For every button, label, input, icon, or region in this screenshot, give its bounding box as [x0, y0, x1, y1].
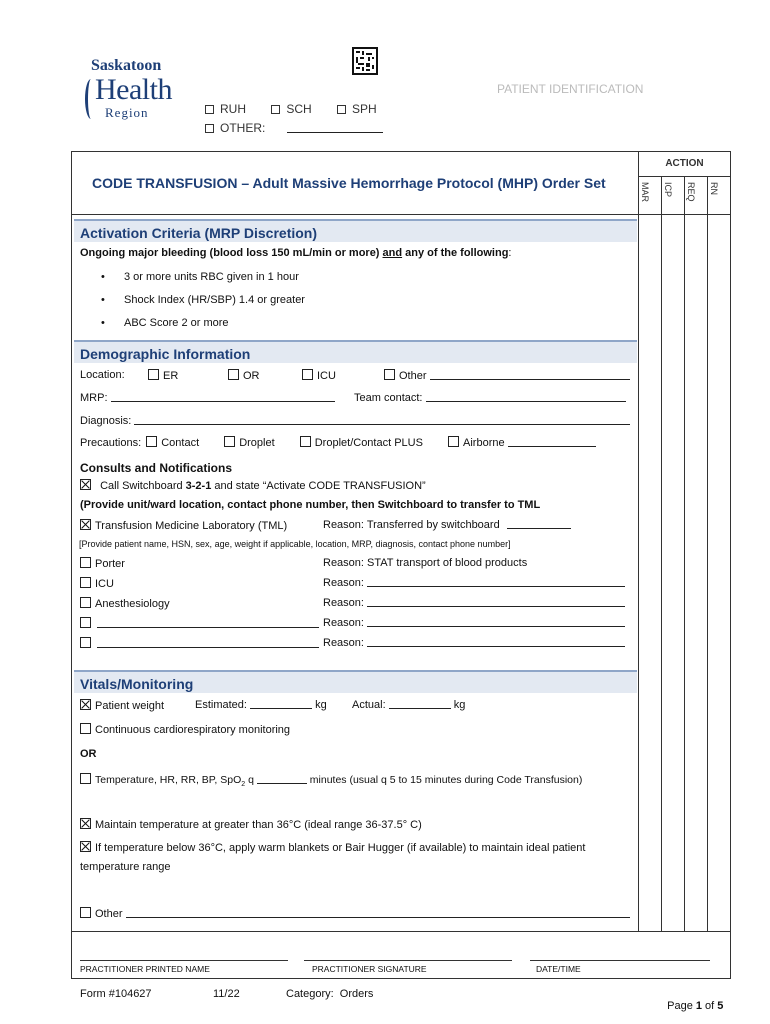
icu-label: ICU: [317, 370, 336, 382]
criteria-text: ABC Score 2 or more: [124, 317, 229, 329]
logo-line-3: Region: [105, 105, 149, 120]
sph-checkbox[interactable]: [337, 105, 346, 114]
estimated-label: Estimated:: [195, 699, 247, 711]
signature-label: PRACTITIONER SIGNATURE: [312, 964, 427, 974]
custom-consult-reason: [323, 637, 625, 649]
below-temp-row: [80, 841, 585, 854]
temperature-subscript: 2: [241, 781, 246, 789]
ruh-label: RUH: [220, 102, 246, 116]
porter-row: [80, 557, 528, 570]
airborne-label: Airborne: [463, 437, 505, 449]
page-number: [661, 988, 723, 1012]
intro-text: Ongoing major bleeding (blood loss 150 mL/min or more): [80, 247, 383, 259]
droplet-label: Droplet: [239, 437, 275, 449]
call-number: 3-2-1: [185, 480, 212, 492]
droplet-contact-plus-checkbox[interactable]: [300, 436, 311, 447]
temperature-text: Temperature, HR, RR, BP, SpO: [95, 774, 242, 786]
location-icu[interactable]: [302, 369, 362, 382]
action-col-line-1: [661, 176, 662, 931]
droplet-checkbox[interactable]: [224, 436, 235, 447]
kg-unit: kg: [315, 699, 327, 711]
action-col-req: REQ: [686, 182, 696, 202]
icu-reason: [323, 577, 625, 589]
weight-label: Patient weight: [95, 700, 165, 712]
tml-reason-field[interactable]: [507, 519, 571, 529]
precaution-droplet-contact-plus[interactable]: [300, 437, 423, 449]
criteria-text: Shock Index (HR/SBP) 1.4 or greater: [124, 294, 305, 306]
precaution-droplet[interactable]: [224, 437, 274, 449]
intro-text-2: any of the following: [402, 247, 509, 259]
action-col-line-2: [684, 176, 685, 931]
reason-label: Reason:: [323, 617, 364, 629]
datetime-label: DATE/TIME: [536, 964, 581, 974]
activation-intro: [80, 247, 511, 259]
site-sph[interactable]: [337, 102, 377, 116]
other-vitals-checkbox[interactable]: [80, 907, 91, 918]
icu-reason-field[interactable]: [367, 577, 625, 587]
er-label: ER: [163, 370, 179, 382]
other-site-field[interactable]: [287, 123, 383, 133]
icu-checkbox[interactable]: [302, 369, 313, 380]
anesthesiology-label: Anesthesiology: [95, 598, 170, 610]
form-number: Form #104627: [80, 988, 152, 1000]
temperature-interval-field[interactable]: [257, 774, 307, 784]
page-title: CODE TRANSFUSION – Adult Massive Hemorrhage Protocol (MHP) Order Set: [92, 175, 606, 191]
weight-checkbox[interactable]: [80, 699, 91, 710]
icu-consult-checkbox[interactable]: [80, 577, 91, 588]
maintain-temp-checkbox[interactable]: [80, 818, 91, 829]
action-col-rn: RN: [709, 182, 719, 195]
action-col-mar: MAR: [640, 182, 650, 202]
action-col-icp: ICP: [663, 182, 673, 198]
precaution-airborne[interactable]: [448, 437, 596, 449]
page-label: Page: [667, 1000, 696, 1012]
tml-label: Transfusion Medicine Laboratory (TML): [95, 520, 288, 532]
criteria-item: [102, 294, 305, 306]
page-of: of: [702, 1000, 718, 1012]
diagnosis-label: Diagnosis:: [80, 415, 132, 427]
porter-checkbox[interactable]: [80, 557, 91, 568]
intro-and: and: [382, 247, 403, 259]
sch-label: SCH: [286, 102, 312, 116]
site-other[interactable]: [205, 121, 383, 135]
datamatrix-barcode: [352, 47, 378, 75]
estimated-weight-field[interactable]: [250, 699, 312, 709]
provide-instructions: (Provide unit/ward location, contact phone number, then Switchboard to transfer to TML: [80, 499, 541, 511]
mrp-label: MRP:: [80, 392, 108, 404]
page-current: 1: [695, 1000, 702, 1012]
other-site-label: OTHER:: [220, 121, 266, 135]
or-checkbox[interactable]: [228, 369, 239, 380]
temperature-checkbox[interactable]: [80, 773, 91, 784]
anesthesiology-reason-field[interactable]: [367, 597, 625, 607]
sph-label: SPH: [352, 102, 377, 116]
action-header-bottom: [638, 214, 731, 215]
contact-label: Contact: [161, 437, 200, 449]
location-row: [80, 369, 427, 382]
anesthesiology-checkbox[interactable]: [80, 597, 91, 608]
action-label: ACTION: [665, 158, 704, 169]
printed-name-label: PRACTITIONER PRINTED NAME: [80, 964, 210, 974]
other-site-checkbox[interactable]: [205, 124, 214, 133]
airborne-checkbox[interactable]: [448, 436, 459, 447]
reason-label: Reason:: [323, 597, 364, 609]
body-bottom: [71, 931, 731, 932]
mrp-row: [80, 392, 423, 404]
custom-consult-row: [80, 637, 364, 650]
reason-label: Reason:: [323, 577, 364, 589]
ruh-checkbox[interactable]: [205, 105, 214, 114]
below-temp-continued: temperature range: [80, 861, 171, 873]
actual-weight-field[interactable]: [389, 699, 451, 709]
temperature-q: q: [245, 774, 254, 786]
precautions-label: Precautions:: [80, 437, 142, 449]
below-temp-checkbox[interactable]: [80, 841, 91, 852]
custom-consult-checkbox[interactable]: [80, 617, 91, 628]
logo-line-2: Health: [95, 73, 172, 106]
porter-reason: Reason: STAT transport of blood products: [323, 557, 528, 569]
temperature-row: [80, 773, 582, 788]
tml-row: [80, 519, 500, 532]
er-checkbox[interactable]: [148, 369, 159, 380]
site-options: [205, 102, 377, 116]
precaution-contact[interactable]: [146, 437, 199, 449]
site-ruh[interactable]: [205, 102, 246, 116]
tml-checkbox[interactable]: [80, 519, 91, 530]
call-text: Call Switchboard: [100, 480, 186, 492]
demographic-heading: Demographic Information: [74, 340, 637, 363]
form-date: 11/22: [213, 988, 240, 1000]
team-contact-field[interactable]: [426, 392, 626, 402]
team-contact-label: Team contact:: [354, 392, 423, 404]
logo: [83, 55, 193, 125]
diagnosis-field[interactable]: [134, 415, 630, 425]
sch-checkbox[interactable]: [271, 105, 280, 114]
intro-colon: :: [508, 247, 512, 259]
tml-reason: [323, 519, 571, 531]
actual-label: Actual:: [352, 699, 386, 711]
or-label: OR: [80, 748, 97, 760]
below-temp-label: If temperature below 36°C, apply warm blankets or Bair Hugger (if available) to maintain ideal patient: [95, 842, 586, 854]
printed-name-line[interactable]: [80, 960, 288, 961]
cardio-label: Continuous cardiorespiratory monitoring: [95, 724, 291, 736]
anesthesiology-row: [80, 597, 364, 610]
cardio-checkbox[interactable]: [80, 723, 91, 734]
mrp-field[interactable]: [111, 392, 335, 402]
signature-line[interactable]: [304, 960, 512, 961]
diagnosis-row: [80, 415, 630, 427]
or-label: OR: [243, 370, 260, 382]
contact-checkbox[interactable]: [146, 436, 157, 447]
other-location-label: Other: [399, 370, 427, 382]
vitals-heading: Vitals/Monitoring: [74, 670, 637, 693]
tml-reason-text: Reason: Transferred by switchboard: [323, 519, 500, 531]
other-location-checkbox[interactable]: [384, 369, 395, 380]
site-sch[interactable]: [271, 102, 311, 116]
tml-note: [Provide patient name, HSN, sex, age, weight if applicable, location, MRP, diagnosis, contact phone number]: [79, 539, 511, 549]
custom-consult-reason: [323, 617, 625, 629]
team-contact: [354, 392, 626, 404]
other-location-field[interactable]: [430, 370, 630, 380]
logo-line-1: Saskatoon: [91, 57, 162, 74]
cardio-row: [80, 723, 290, 736]
droplet-contact-plus-label: Droplet/Contact PLUS: [314, 437, 423, 449]
page-total: 5: [717, 1000, 724, 1012]
estimated-weight: [195, 699, 327, 711]
icu-consult-label: ICU: [95, 578, 114, 590]
custom-consult-field[interactable]: [97, 638, 319, 648]
criteria-item: [102, 317, 229, 329]
action-col-line-3: [707, 176, 708, 931]
location-label: Location:: [80, 369, 125, 381]
actual-weight: [352, 699, 465, 711]
criteria-item: [102, 271, 299, 283]
consults-heading: Consults and Notifications: [80, 461, 233, 475]
call-switchboard-checkbox[interactable]: [80, 479, 91, 490]
activation-heading: Activation Criteria (MRP Discretion): [74, 219, 637, 242]
maintain-temp-row: [80, 818, 422, 831]
other-vitals-label: Other: [95, 908, 123, 920]
action-column-border: [638, 151, 639, 931]
other-vitals-row: [80, 907, 630, 920]
location-other[interactable]: [384, 369, 634, 382]
custom-reason-field[interactable]: [367, 637, 625, 647]
icu-row: [80, 577, 364, 590]
custom-consult-field[interactable]: [97, 618, 319, 628]
datetime-line[interactable]: [530, 960, 710, 961]
location-or[interactable]: [228, 369, 288, 382]
reason-label: Reason:: [323, 637, 364, 649]
maintain-temp-label: Maintain temperature at greater than 36°C (ideal range 36-37.5° C): [95, 819, 422, 831]
precautions-row: [80, 436, 596, 449]
custom-reason-field[interactable]: [367, 617, 625, 627]
anesthesiology-reason: [323, 597, 625, 609]
custom-consult-row: [80, 617, 364, 630]
location-er[interactable]: [148, 369, 208, 382]
kg-unit: kg: [453, 699, 466, 711]
custom-consult-checkbox[interactable]: [80, 637, 91, 648]
criteria-text: 3 or more units RBC given in 1 hour: [124, 271, 299, 283]
porter-label: Porter: [95, 558, 125, 570]
weight-row: [80, 699, 466, 712]
call-switchboard-row: [80, 479, 426, 492]
temperature-text-2: minutes (usual q 5 to 15 minutes during Code Transfusion): [306, 774, 583, 786]
form-category: Category: Orders: [286, 988, 374, 1000]
title-divider: [71, 214, 639, 215]
airborne-field[interactable]: [508, 437, 596, 447]
patient-identification-label: PATIENT IDENTIFICATION: [497, 82, 644, 96]
call-text-2: and state “Activate CODE TRANSFUSION”: [211, 480, 426, 492]
other-vitals-field[interactable]: [126, 908, 630, 918]
